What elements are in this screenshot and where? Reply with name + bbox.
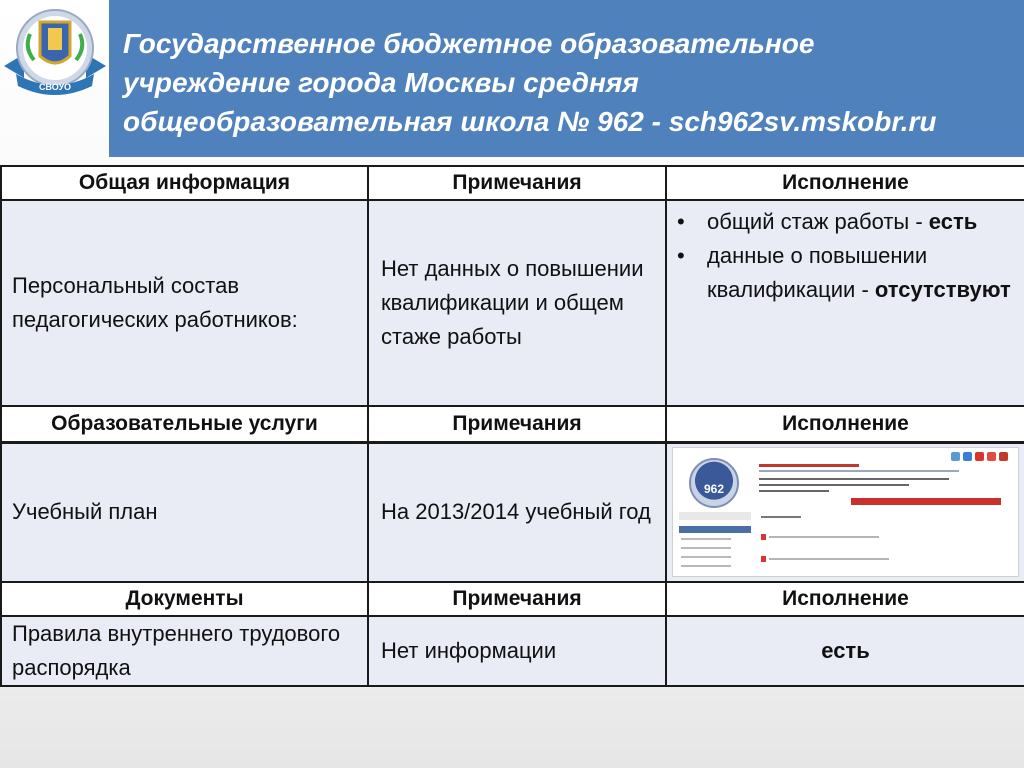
website-screenshot-image (672, 447, 1019, 577)
row-note: На 2013/2014 учебный год (381, 499, 651, 525)
thumb-decor (759, 484, 909, 486)
thumb-decor (759, 478, 949, 480)
row-execution-cell (666, 616, 1024, 686)
thumb-nav-band (851, 498, 1001, 505)
bullet-icon: • (677, 243, 685, 268)
section-header-row (1, 582, 1024, 616)
column-header: Исполнение (666, 582, 1024, 616)
thumb-decor (681, 565, 731, 567)
bullet-icon: • (677, 209, 685, 234)
column-header: Документы (1, 582, 368, 616)
thumb-decor (769, 536, 879, 538)
row-name-cell (1, 616, 368, 686)
column-header: Образовательные услуги (1, 406, 368, 442)
row-note-cell (368, 442, 666, 582)
row-note-cell (368, 200, 666, 406)
column-header: Исполнение (666, 166, 1024, 200)
row-note-cell (368, 616, 666, 686)
execution-item-status: отсутствуют (874, 277, 1011, 302)
thumb-decor (769, 558, 889, 560)
row-note: Нет информации (381, 638, 557, 663)
page-title: Государственное бюджетное образовательное учреждение города Москвы средняя общеобразовательная школа № 962 - sch962sv.mskobr.ru (123, 28, 937, 137)
execution-item-status: есть (928, 209, 978, 234)
social-icon (975, 452, 984, 461)
row-execution-cell (666, 200, 1024, 406)
column-header: Исполнение (666, 406, 1024, 442)
table-row (1, 616, 1024, 686)
column-header: Примечания (368, 406, 666, 442)
thumb-decor (759, 464, 859, 467)
header-banner (109, 0, 1024, 157)
thumb-decor (681, 547, 731, 549)
row-name-cell (1, 442, 368, 582)
row-name-cell (1, 200, 368, 406)
svouo-emblem-icon (0, 4, 110, 100)
school-logo-mark: 962 (704, 482, 725, 497)
table-row (1, 200, 1024, 406)
execution-list (667, 205, 1024, 307)
thumb-decor (681, 556, 731, 558)
table-row (1, 442, 1024, 582)
column-header: Примечания (368, 582, 666, 616)
social-icon (987, 452, 996, 461)
row-execution-cell (666, 442, 1024, 582)
execution-item-text: данные о повышении квалификации - (707, 243, 928, 302)
row-name: Персональный состав педагогических работников: (12, 273, 298, 332)
pdf-icon (761, 556, 766, 562)
social-icon (951, 452, 960, 461)
section-header-row (1, 406, 1024, 442)
section-header-row (1, 166, 1024, 200)
thumb-decor (759, 470, 959, 472)
emblem-ribbon-text: СВОУО (39, 82, 71, 92)
pdf-icon (761, 534, 766, 540)
social-icon (963, 452, 972, 461)
row-note: Нет данных о повышении квалификации и общем стаже работы (381, 256, 644, 349)
social-icon (999, 452, 1008, 461)
thumb-sidebar-active (679, 526, 751, 533)
row-execution-status: есть (821, 638, 870, 663)
thumb-sidebar (679, 512, 751, 520)
execution-item-text: общий стаж работы - (707, 209, 929, 234)
row-name: Правила внутреннего трудового распорядка (12, 621, 341, 680)
thumb-decor (759, 490, 829, 492)
column-header: Общая информация (1, 166, 368, 200)
list-item (675, 205, 1018, 239)
thumb-decor (681, 538, 731, 540)
list-item (675, 239, 1018, 307)
row-name: Учебный план (12, 499, 158, 525)
info-table (0, 165, 1024, 687)
column-header: Примечания (368, 166, 666, 200)
thumb-decor (761, 516, 801, 518)
